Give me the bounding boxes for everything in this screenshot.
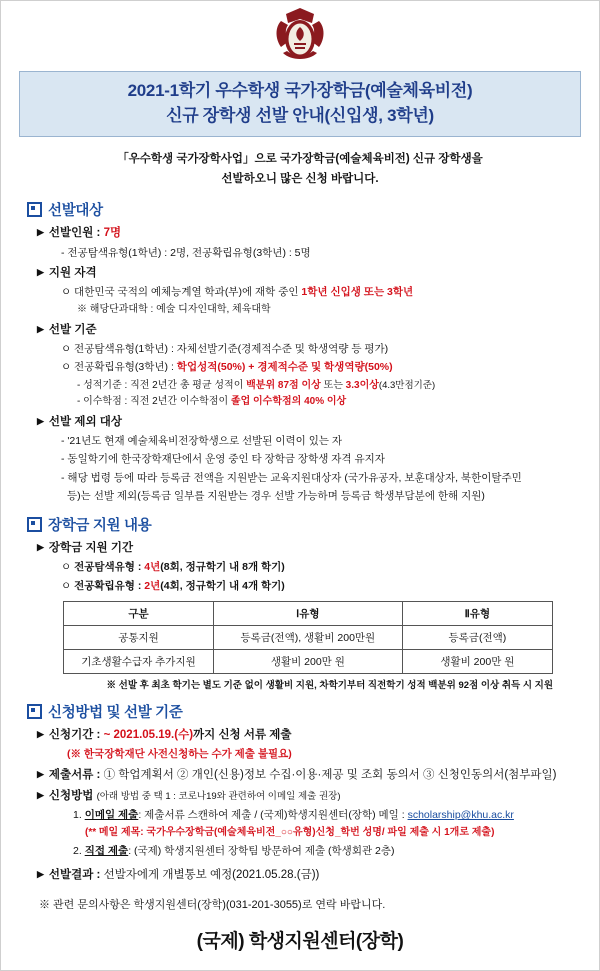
docs-label: 제출서류 :: [48, 768, 101, 781]
table-cell: 기초생활수급자 추가지원: [64, 650, 214, 674]
sub-line: - 성적기준 : 직전 2년간 총 평균 성적이 백분위 87점 이상 또는 3.3이상(4.3만점기준): [77, 378, 573, 394]
triangle-bullet-icon: ▶: [37, 227, 44, 238]
triangle-bullet-icon: ▶: [37, 729, 44, 739]
result-label: 선발결과 :: [48, 869, 101, 882]
item-application-period: [37, 727, 573, 744]
table-cell: 등록금(전액), 생활비 200만원: [213, 626, 402, 650]
sub-line: - 동일학기에 한국장학재단에서 운영 중인 타 장학금 장학생 자격 유지자: [61, 451, 573, 467]
triangle-bullet-icon: ▶: [37, 869, 44, 880]
item-value: 7명: [103, 227, 122, 240]
triangle-bullet-icon: ▶: [37, 266, 44, 277]
period-value: ~ 2021.05.19.(수): [103, 729, 194, 741]
support-table: [63, 601, 553, 674]
email-link[interactable]: scholarship@khu.ac.kr: [407, 809, 514, 822]
item-result: [37, 867, 573, 884]
item-label: 선발 제외 대상: [48, 415, 122, 428]
sub-line: - 해당 법령 등에 따라 등록금 전액을 지원받는 교육지원대상자 (국가유공자, 보훈대상자, 북한이탈주민: [61, 470, 573, 486]
result-value: 선발자에게 개별통보 예정(2021.05.28.(금)): [103, 869, 320, 882]
sub-line: - '21년도 현재 예술체육비전장학생으로 선발된 이력이 있는 자: [61, 433, 573, 449]
triangle-bullet-icon: ▶: [37, 542, 44, 553]
item-label: 지원 자격: [48, 266, 97, 279]
section-selection-target: [1, 199, 599, 504]
table-header-cell: Ⅱ유형: [402, 602, 552, 626]
section-title: 선발대상: [48, 203, 103, 220]
period-label: 신청기간 :: [48, 729, 101, 741]
sub-line: 등)는 선발 제외(등록금 일부를 지원받는 경우 선발 가능하며 등록금 학생부담분에 한해 지원): [67, 489, 485, 502]
method-title: 직접 제출: [84, 844, 129, 857]
triangle-bullet-icon: ▶: [37, 768, 44, 779]
triangle-bullet-icon: ▶: [37, 323, 44, 334]
item-eligibility: [37, 265, 573, 282]
table-cell: 생활비 200만 원: [213, 650, 402, 674]
table-row: [64, 650, 553, 674]
docs-value: ① 학업계획서 ② 개인(신용)정보 수집·이용·제공 및 조회 동의서 ③ 신청인동의서(첨부파일): [103, 768, 557, 781]
footer-organization: (국제) 학생지원센터(장학): [196, 931, 404, 953]
method-sub: (아래 방법 중 택 1 : 코로나19와 관련하여 이메일 제출 권장): [96, 790, 341, 802]
sub-line: - 이수학점 : 직전 2년간 이수학점이 졸업 이수학점의 40% 이상: [77, 394, 573, 410]
method-title: 이메일 제출: [84, 809, 139, 822]
lead-paragraph: [25, 150, 575, 189]
method-text: : (국제) 학생지원센터 장학팀 방문하여 제출 (학생회관 2층): [128, 844, 395, 857]
method-item-inperson: [73, 843, 573, 859]
section-scholarship-support: [1, 514, 599, 691]
section-title: 장학금 지원 내용: [48, 518, 152, 535]
method-label: 신청방법: [48, 789, 94, 802]
item-selection-criteria: [37, 322, 573, 339]
lead-line-2: 선발하오니 많은 신청 바랍니다.: [221, 172, 379, 185]
sub-line: - 전공탐색유형(1학년) : 2명, 전공확립유형(3학년) : 5명: [61, 246, 311, 259]
item-exclusions: [37, 414, 573, 431]
table-header-row: [64, 602, 553, 626]
table-header-cell: Ⅰ유형: [213, 602, 402, 626]
method-item-email: [73, 807, 573, 823]
section-application-method: [1, 701, 599, 884]
university-crest-icon: [269, 5, 331, 67]
bullet-square-icon: [27, 202, 42, 217]
section-heading: [27, 701, 573, 722]
sub-line: ※ 해당단과대학 : 예술 디자인대학, 체육대학: [77, 302, 573, 318]
sub-line: ㅇ 전공탐색유형 : 4년(8회, 정규학기 내 8개 학기): [61, 561, 285, 574]
method-no: 2.: [73, 844, 82, 857]
table-cell: 공통지원: [64, 626, 214, 650]
emblem-container: [1, 1, 599, 69]
page-title: [19, 71, 581, 137]
bullet-square-icon: [27, 704, 42, 719]
period-note: (※ 한국장학재단 사전신청하는 수가 제출 불필요): [67, 748, 292, 761]
triangle-bullet-icon: ▶: [37, 415, 44, 426]
contact-note: ※ 관련 문의사항은 학생지원센터(장학)(031-201-3055)로 연락 바랍니다.: [39, 899, 386, 912]
table-cell: 등록금(전액): [402, 626, 552, 650]
lead-line-1: 「우수학생 국가장학사업」으로 국가장학금(예술체육비전) 신규 장학생을: [117, 153, 483, 166]
bullet-square-icon: [27, 517, 42, 532]
section-heading: [27, 199, 573, 220]
period-tail: 까지 신청 서류 제출: [193, 729, 292, 741]
title-line-2: 신규 장학생 선발 안내(신입생, 3학년): [166, 105, 434, 125]
method-text: : 제출서류 스캔하여 제출 / (국제)학생지원센터(장학) 메일 :: [138, 809, 408, 822]
title-line-1: 2021-1학기 우수학생 국가장학금(예술체육비전): [127, 81, 473, 100]
sub-line: ㅇ 전공확립유형 : 2년(4회, 정규학기 내 4개 학기): [61, 579, 285, 592]
sub-line: ㅇ 대한민국 국적의 예체능계열 학과(부)에 재학 중인 1학년 신입생 또는 3학년: [61, 286, 414, 299]
table-header-cell: 구분: [64, 602, 214, 626]
item-label: 선발 기준: [48, 323, 97, 336]
method-note: (** 메일 제목: 국가우수장학금(예술체육비전_○○유형)신청_학번 성명/ 파일 제출 시 1개로 제출): [85, 827, 495, 839]
item-support-period: [37, 540, 573, 557]
table-note: ※ 선발 후 최초 학기는 별도 기준 없이 생활비 지원, 차학기부터 직전학기 성적 백분위 92점 이상 취득 시 지원: [106, 680, 553, 691]
item-label: 선발인원 :: [48, 227, 101, 240]
item-label: 장학금 지원 기간: [48, 542, 134, 555]
section-heading: [27, 514, 573, 535]
item-application-method: [37, 788, 573, 805]
section-title: 신청방법 및 선발 기준: [48, 705, 183, 721]
method-no: 1.: [73, 809, 82, 822]
item-required-documents: [37, 767, 573, 784]
item-selection-count: [37, 225, 573, 242]
table-cell: 생활비 200만 원: [402, 650, 552, 674]
triangle-bullet-icon: ▶: [37, 789, 44, 800]
sub-line: ㅇ 전공확립유형(3학년) : 학업성적(50%) + 경제적수준 및 학생역량(50%): [61, 361, 393, 374]
table-row: [64, 626, 553, 650]
sub-line: ㅇ 전공탐색유형(1학년) : 자체선발기준(경제적수준 및 학생역량 등 평가): [61, 343, 389, 356]
